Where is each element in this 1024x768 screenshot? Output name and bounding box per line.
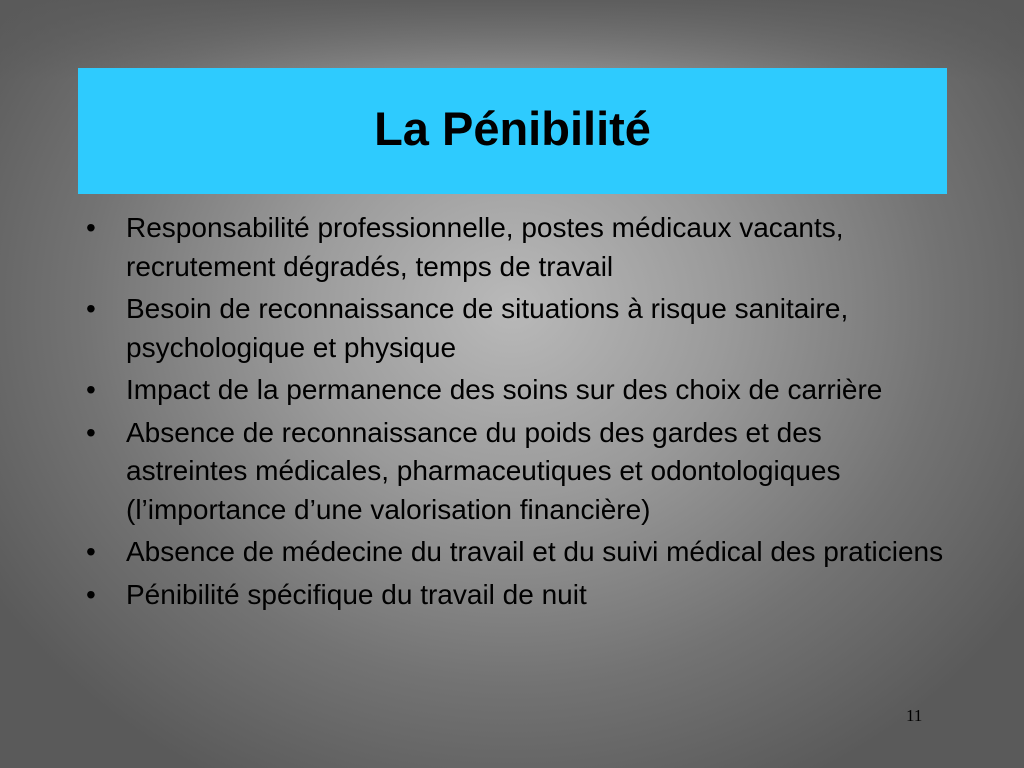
bullet-marker: • [86, 212, 96, 243]
bullet-text: Absence de médecine du travail et du suivi médical des praticiens [126, 536, 944, 567]
bullet-marker: • [86, 578, 96, 610]
slide-title: La Pénibilité [374, 101, 651, 155]
bullet-item [86, 209, 946, 286]
bullet-item [86, 576, 946, 615]
bullet-marker: • [86, 416, 96, 448]
bullet-text: Impact de la permanence des soins sur des choix de carrière [126, 374, 883, 405]
bullet-item [86, 533, 946, 572]
title-banner [78, 68, 947, 194]
bullet-text: Responsabilité professionnelle, postes médicaux vacants, recrutement dégradés, temps de travail [126, 212, 844, 282]
bullet-marker: • [86, 293, 96, 324]
bullet-marker: • [86, 374, 96, 405]
bullet-list [86, 209, 946, 618]
bullet-text: Pénibilité spécifique du travail de nuit [126, 578, 587, 610]
bullet-item [86, 371, 946, 410]
page-number: 11 [906, 706, 923, 725]
bullet-text: Absence de reconnaissance du poids des gardes et des astreintes médicales, pharmaceutiques et odontologiques (l’importance d’une valorisation financière) [126, 416, 841, 525]
bullet-marker: • [86, 536, 96, 567]
bullet-item [86, 414, 946, 530]
bullet-text: Besoin de reconnaissance de situations à risque sanitaire, psychologique et physique [126, 293, 849, 363]
bullet-item [86, 290, 946, 367]
